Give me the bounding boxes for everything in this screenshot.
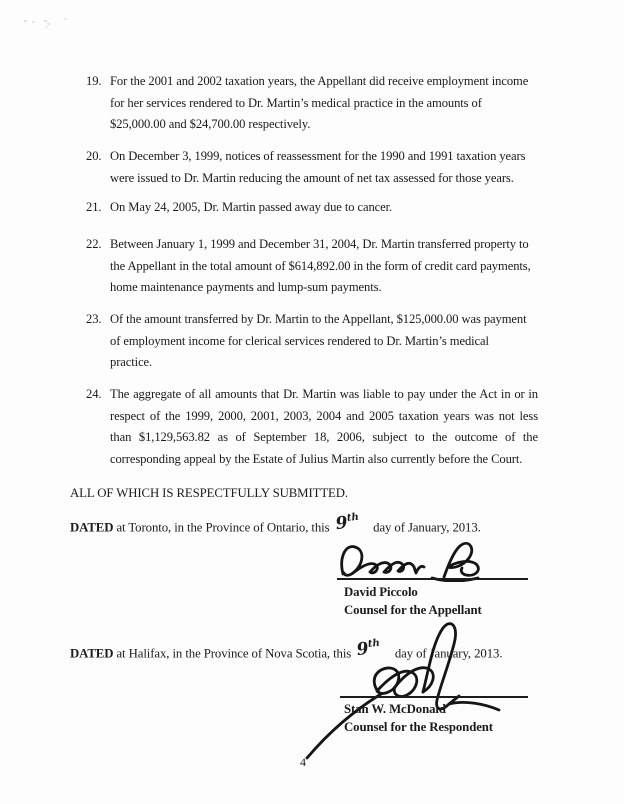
signature-line-appellant — [337, 578, 528, 580]
paragraph-number: 21. — [86, 200, 102, 214]
page-number: 4 — [300, 755, 306, 769]
paragraph-line: The aggregate of all amounts that Dr. Martin was liable to pay under the Act in or in — [110, 387, 538, 401]
paragraph-23 — [86, 309, 538, 374]
closing-statement: ALL OF WHICH IS RESPECTFULLY SUBMITTED. — [70, 486, 349, 500]
dated-bold-word: DATED — [70, 520, 114, 535]
dated-text-before: at Halifax, in the Province of Nova Scotia, this — [113, 646, 352, 661]
paragraph-number: 20. — [86, 149, 102, 163]
dated-line-appellant — [70, 511, 481, 537]
paragraph-line: respect of the 1999, 2000, 2001, 2003, 2004 and 2005 taxation years was not less — [110, 408, 538, 423]
handwritten-day-suffix: th — [367, 637, 381, 651]
paragraph-line: home maintenance payments and lump-sum payments. — [110, 280, 382, 294]
paragraph-line: practice. — [110, 355, 153, 369]
dated-text-after: day of January, 2013. — [373, 520, 481, 535]
signatory-role-respondent: Counsel for the Respondent — [344, 720, 493, 734]
paragraph-number: 22. — [86, 237, 102, 251]
signatory-name-respondent: Stan W. McDonald — [344, 702, 446, 716]
signature-line-respondent — [340, 696, 528, 698]
paragraph-22 — [86, 234, 538, 299]
handwritten-day-digit: 9 — [355, 638, 370, 661]
signature-respondent-scribble — [293, 620, 543, 762]
signatory-name-appellant: David Piccolo — [344, 585, 418, 599]
handwritten-day-digit: 9 — [334, 512, 349, 535]
scan-artifact — [24, 20, 27, 22]
paragraph-number: 23. — [86, 312, 102, 326]
paragraph-line: $25,000.00 and $24,700.00 respectively. — [110, 117, 311, 131]
paragraph-number: 24. — [86, 387, 102, 401]
paragraph-20 — [86, 146, 538, 189]
paragraph-line: Between January 1, 1999 and December 31, 2004, Dr. Martin transferred property to — [110, 237, 529, 251]
paragraph-line: the Appellant in the total amount of $614,892.00 in the form of credit card payments, — [110, 258, 531, 273]
paragraph-19 — [86, 71, 538, 136]
paragraph-line: were issued to Dr. Martin reducing the amount of net tax assessed for those years. — [110, 170, 514, 185]
paragraph-line: than $1,129,563.82 as of September 18, 2006, subject to the outcome of the — [110, 430, 538, 444]
paragraph-line: On December 3, 1999, notices of reassessment for the 1990 and 1991 taxation years — [110, 149, 526, 163]
handwritten-day-suffix: th — [345, 511, 359, 525]
paragraph-21 — [86, 197, 538, 219]
handwritten-day — [334, 509, 360, 533]
paragraph-line: corresponding appeal by the Estate of Julius Martin also currently before the Court. — [110, 451, 523, 466]
paragraph-line: Of the amount transferred by Dr. Martin to the Appellant, $125,000.00 was payment — [110, 312, 527, 326]
dated-text-after: day of January, 2013. — [394, 646, 503, 661]
dated-bold-word: DATED — [70, 646, 114, 661]
dated-text-before: at Toronto, in the Province of Ontario, this — [113, 520, 330, 535]
signatory-role-appellant: Counsel for the Appellant — [344, 603, 482, 617]
paragraph-line: for her services rendered to Dr. Martin’s medical practice in the amounts of — [110, 95, 482, 110]
paragraph-line: of employment income for clerical services rendered to Dr. Martin’s medical — [110, 333, 489, 348]
signature-appellant-scribble — [336, 540, 532, 582]
paragraph-line: For the 2001 and 2002 taxation years, the Appellant did receive employment income — [110, 74, 529, 88]
paragraph-line: On May 24, 2005, Dr. Martin passed away due to cancer. — [110, 200, 393, 214]
paragraph-24 — [86, 384, 538, 470]
paragraph-number: 19. — [86, 74, 102, 88]
